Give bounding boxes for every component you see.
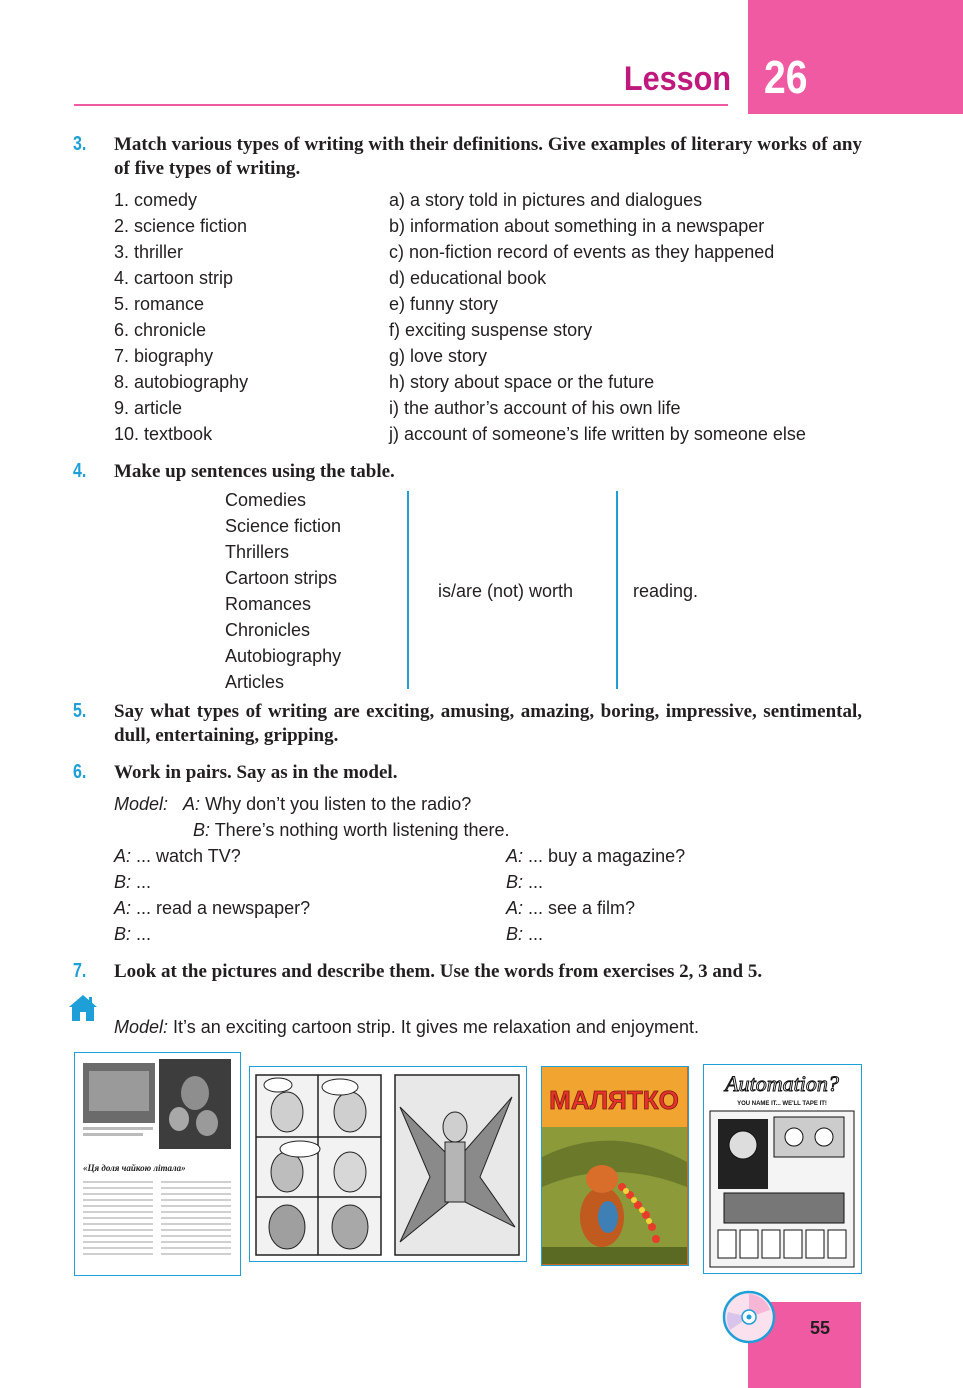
comic-illustration (250, 1067, 525, 1260)
definition-item: d) educational book (389, 268, 547, 288)
definition-item: f) exciting suspense story (389, 320, 593, 340)
speaker-label: B: (114, 924, 132, 944)
model-line-b (193, 817, 510, 843)
model-label: Model: (114, 1017, 169, 1037)
dialogue-text: ... buy a magazine? (523, 846, 686, 866)
subject-item: Romances (225, 594, 312, 614)
home-icon (67, 992, 99, 1024)
subject-item: Cartoon strips (225, 568, 338, 588)
dialogue-line (114, 869, 151, 895)
definition-item: g) love story (389, 346, 488, 366)
speaker-label: A: (183, 794, 201, 814)
dialogue-text: ... watch TV? (131, 846, 241, 866)
type-item: 3. thriller (114, 242, 184, 262)
cartoon-title: Automation? (725, 1071, 839, 1096)
cd-icon (722, 1290, 776, 1344)
definition-item: h) story about space or the future (389, 372, 655, 392)
page-number: 55 (809, 1318, 831, 1338)
dialogue-text: ... see a film? (523, 898, 636, 918)
exercise-3-number: 3. (73, 133, 87, 155)
model-text: It’s an exciting cartoon strip. It gives me relaxation and enjoyment. (168, 1017, 699, 1037)
speaker-label: A: (506, 898, 524, 918)
definition-item: i) the author’s account of his own life (389, 398, 681, 418)
subject-item: Comedies (225, 490, 307, 510)
exercise-6-title: Work in pairs. Say as in the model. (114, 762, 398, 783)
speaker-label: A: (114, 846, 132, 866)
subject-item: Science fiction (225, 516, 342, 536)
exercise-5-title: Say what types of writing are exciting, amusing, amazing, boring, impressive, sentimental, dull, entertaining, gripping. (114, 701, 862, 746)
dialogue-line (506, 895, 635, 921)
type-item: 4. cartoon strip (114, 268, 234, 288)
magazine-cover-picture (541, 1066, 689, 1266)
type-item: 6. chronicle (114, 320, 207, 340)
types-list (114, 187, 384, 447)
type-item: 8. autobiography (114, 372, 249, 392)
table-ending: reading. (633, 581, 699, 601)
dialogue-text: ... (131, 924, 152, 944)
article-heading: «Ця доля чайкою літала» (83, 1163, 186, 1173)
subject-item: Chronicles (225, 620, 311, 640)
exercise-4-title: Make up sentences using the table. (114, 461, 395, 482)
dialogue-line (506, 869, 543, 895)
automation-illustration (704, 1065, 860, 1272)
dialogue-line (114, 895, 310, 921)
exercise-4-number: 4. (73, 460, 87, 482)
newspaper-article-picture (74, 1052, 241, 1276)
dialogue-text: ... (523, 872, 544, 892)
table-divider (616, 491, 618, 689)
definitions-list (389, 187, 864, 447)
dialogue-text: ... (131, 872, 152, 892)
dialogue-text: ... read a newspaper? (131, 898, 311, 918)
model-text: Why don’t you listen to the radio? (200, 794, 472, 814)
definition-item: j) account of someone’s life written by someone else (389, 424, 806, 444)
exercise-3-title: Match various types of writing with their definitions. Give examples of literary works of any of five types of writing. (114, 134, 862, 179)
table-divider (407, 491, 409, 689)
cartoon-subtitle: YOU NAME IT... WE'LL TAPE IT! (737, 1101, 827, 1107)
ex7-model-line (114, 1014, 699, 1040)
exercise-5-number: 5. (73, 700, 87, 722)
exercise-7-number: 7. (73, 960, 87, 982)
lesson-number: 26 (764, 51, 808, 103)
dialogue-text: ... (523, 924, 544, 944)
automation-cartoon-picture (703, 1064, 862, 1274)
table-verb-phrase: is/are (not) worth (438, 581, 574, 601)
type-item: 5. romance (114, 294, 205, 314)
type-item: 1. comedy (114, 190, 198, 210)
dialogue-line (506, 921, 543, 947)
dialogue-line (114, 921, 151, 947)
header-rule (74, 104, 728, 106)
speaker-label: B: (193, 820, 211, 840)
magazine-title: МАЛЯТКО (549, 1085, 679, 1115)
magazine-cover-illustration (542, 1067, 687, 1264)
exercise-6-number: 6. (73, 761, 87, 783)
substitution-table-subjects (225, 487, 341, 695)
speaker-label: B: (506, 924, 524, 944)
definition-item: b) information about something in a newspaper (389, 216, 765, 236)
model-text: There’s nothing worth listening there. (210, 820, 510, 840)
lesson-label: Lesson (623, 60, 731, 98)
speaker-label: A: (506, 846, 524, 866)
subject-item: Thrillers (225, 542, 290, 562)
subject-item: Autobiography (225, 646, 342, 666)
dialogue-line (506, 843, 685, 869)
model-line-a (114, 791, 471, 817)
newspaper-illustration (75, 1053, 239, 1274)
comic-strip-picture (249, 1066, 527, 1262)
type-item: 7. biography (114, 346, 214, 366)
type-item: 2. science fiction (114, 216, 248, 236)
type-item: 9. article (114, 398, 183, 418)
model-label: Model: (114, 794, 169, 814)
dialogue-line (114, 843, 241, 869)
definition-item: a) a story told in pictures and dialogues (389, 190, 703, 210)
subject-item: Articles (225, 672, 285, 692)
speaker-label: B: (114, 872, 132, 892)
exercise-7-title: Look at the pictures and describe them. Use the words from exercises 2, 3 and 5. (114, 961, 763, 982)
speaker-label: A: (114, 898, 132, 918)
speaker-label: B: (506, 872, 524, 892)
definition-item: e) funny story (389, 294, 499, 314)
type-item: 10. textbook (114, 424, 213, 444)
definition-item: c) non-fiction record of events as they happened (389, 242, 775, 262)
